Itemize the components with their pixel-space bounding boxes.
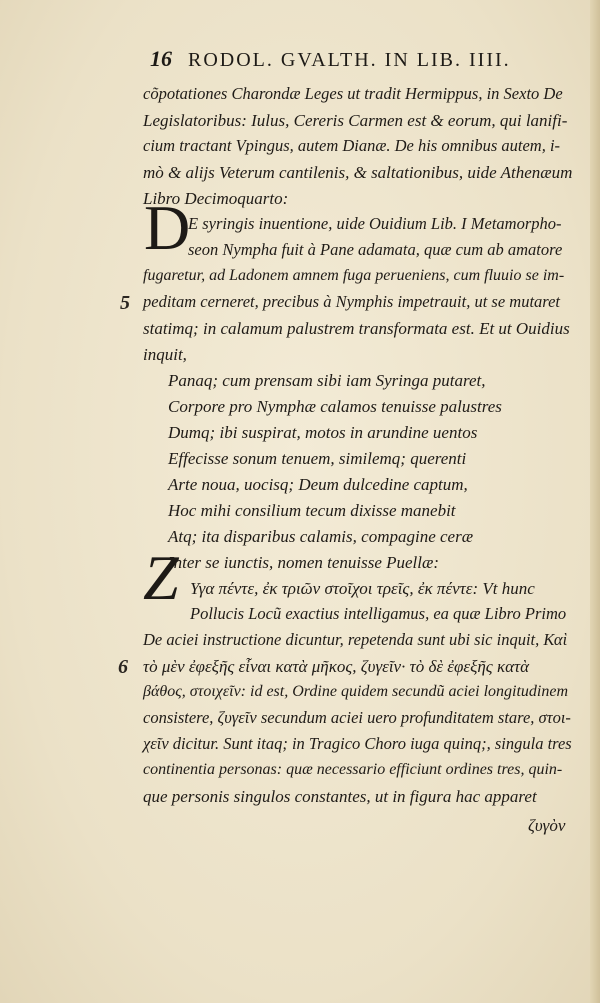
text-line-11: inquit, [143, 345, 187, 364]
page-number: 16 [150, 46, 172, 71]
text-line-10: statimq; in calamum palustrem transformata est. Et ut Ouidius [143, 319, 570, 338]
text-line-12: Υγα πέντε, ἐκ τριῶν στοῖχοι τρεῖς, ἐκ πέντε: Vt hunc [190, 579, 535, 598]
page-edge [590, 0, 600, 1003]
verse-line-1: Panaq; cum prensam sibi iam Syringa putaret, [168, 371, 486, 390]
text-line-7: seon Nympha fuit à Pane adamata, quæ cum ab amatore [188, 240, 563, 259]
text-line-5: Libro Decimoquarto: [143, 189, 289, 208]
text-line-1: cõpotationes Charondæ Leges ut tradit Hermippus, in Sexto De [143, 84, 563, 103]
text-line-18: χεῖν dicitur. Sunt itaq; in Tragico Choro iuga quinq;, singula tres [143, 734, 572, 753]
text-line-19: continentia personas: quæ necessario efficiunt ordines tres, quin- [143, 761, 563, 778]
margin-number-5: 5 [120, 292, 130, 314]
text-line-9: peditam cerneret, precibus à Nymphis impetrauit, ut se mutaret [143, 292, 561, 311]
text-line-4: mò & alijs Veterum cantilenis, & saltationibus, uide Athenæum [143, 163, 573, 182]
text-line-8: fugaretur, ad Ladonem amnem fuga perueniens, cum fluuio se im- [143, 267, 565, 284]
text-line-15: τὸ μὲν ἐφεξῆς εἶναι κατὰ μῆκος, ζυγεῖν· τὸ δὲ ἐφεξῆς κατὰ [143, 657, 530, 676]
text-line-14: De aciei instructione dicuntur, repetenda sunt ubi sic inquit, Καὶ [143, 630, 568, 649]
text-line-20: que personis singulos constantes, ut in figura hac apparet [143, 787, 537, 806]
drop-cap-d: D [144, 192, 191, 263]
verse-line-4: Effecisse sonum tenuem, similemq; querenti [168, 449, 467, 468]
verse-line-2: Corpore pro Nymphæ calamos tenuisse palustres [168, 397, 502, 416]
text-line-6: E syringis inuentione, uide Ouidium Lib. I Metamorpho- [188, 214, 562, 233]
text-line-16: βάθος, στοιχεῖν: id est, Ordine quidem secundũ aciei longitudinem [143, 683, 569, 700]
page-header [150, 46, 550, 76]
margin-number-6: 6 [118, 656, 128, 678]
drop-cap-z: Z [143, 542, 179, 613]
verse-line-3: Dumq; ibi suspirat, motos in arundine uentos [168, 423, 478, 442]
text-line-3: cium tractant Vpingus, autem Dianæ. De his omnibus autem, i- [143, 136, 561, 155]
verse-line-6: Hoc mihi consilium tecum dixisse manebit [168, 501, 456, 520]
text-line-2: Legislatoribus: Iulus, Cereris Carmen est & eorum, qui lanifi- [143, 111, 568, 130]
verse-line-8: Inter se iunctis, nomen tenuisse Puellæ: [168, 553, 440, 572]
verse-line-7: Atq; ita disparibus calamis, compagine ceræ [168, 527, 474, 546]
catchword: ζυγὸν [528, 816, 566, 835]
running-head: RODOL. GVALTH. IN LIB. IIII. [188, 49, 511, 71]
verse-line-5: Arte noua, uocisq; Deum dulcedine captum, [168, 475, 468, 494]
text-line-17: consistere, ζυγεῖν secundum aciei uero profunditatem stare, στοι- [143, 708, 571, 727]
text-line-13: Pollucis Locũ exactius intelligamus, ea quæ Libro Primo [190, 604, 567, 623]
